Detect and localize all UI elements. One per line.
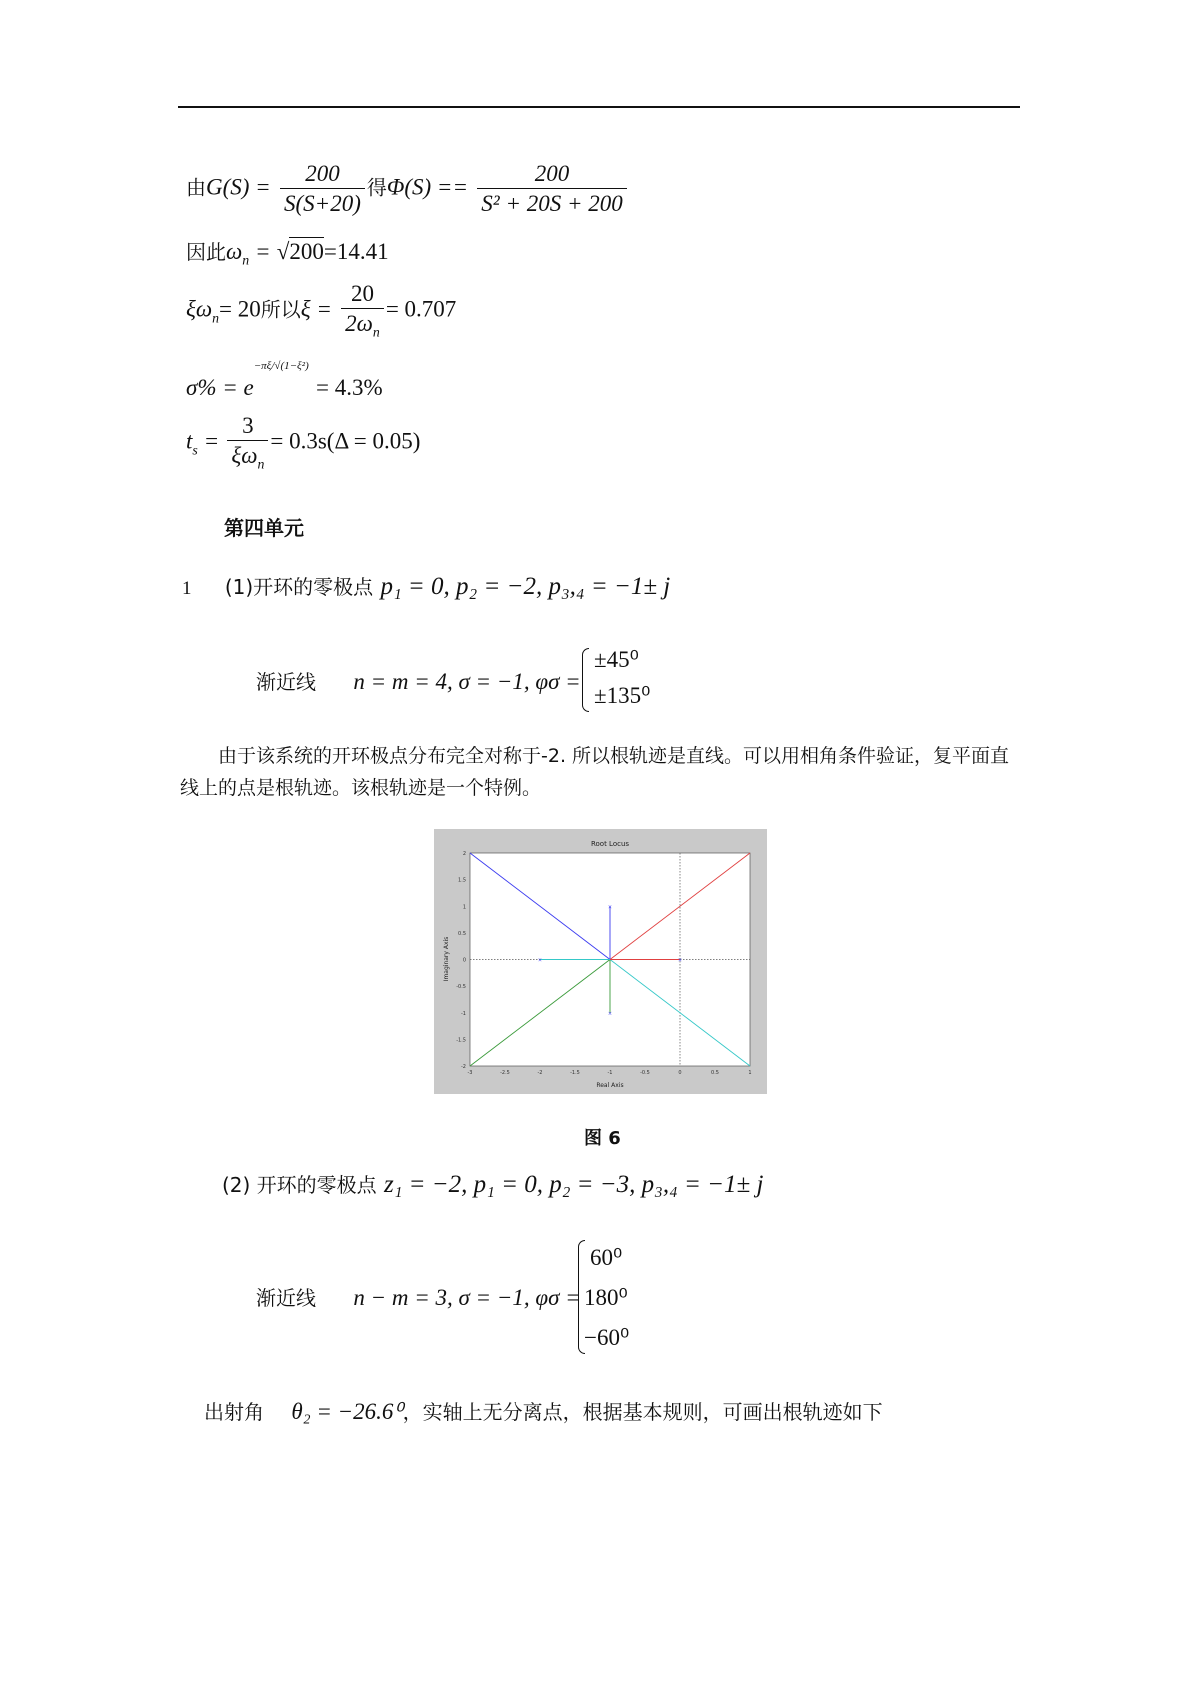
asymptote-1 (256, 670, 581, 694)
eq3-result: = 0.707 (385, 296, 457, 322)
eq4-lhs: σ% = e (186, 375, 254, 400)
x-axis-label: Real Axis (596, 1082, 624, 1089)
eq5-eq: = (205, 428, 219, 454)
asym2-label: 渐近线 (256, 1286, 316, 1310)
eq1-fraction2 (477, 162, 626, 215)
eq2-sub: n (242, 252, 250, 268)
eq1-denominator2: S² + 20S + 200 (477, 188, 626, 215)
asym1-top: ±45⁰ (594, 647, 639, 672)
y-tick-label: 1 (462, 904, 466, 911)
eq5-numerator: 3 (242, 413, 254, 438)
eq1-G: G(S) = (206, 174, 271, 200)
eq1-mid: 得 (366, 175, 387, 200)
x-tick-label: 1 (748, 1070, 752, 1076)
eq1-numerator: 200 (305, 161, 340, 186)
asym2-math: n − m = 3, σ = −1, φσ = (353, 1285, 581, 1310)
y-tick-label: -0.5 (456, 984, 466, 991)
paragraph: 由于该系统的开环极点分布完全对称于-2. 所以根轨迹是直线。可以用相角条件验证，复平面直线上的点是根轨迹。该根轨迹是一个特例。 (180, 745, 1010, 799)
x-tick-label: 0 (678, 1070, 682, 1076)
asym1-label: 渐近线 (256, 670, 316, 694)
eq4-exponent: −πξ/√(1−ξ²) (253, 360, 309, 372)
asymptote-2 (256, 1286, 581, 1310)
equation-natural-frequency: 因此$\omega_n = √200=14.41$ (186, 239, 389, 268)
eq3-cn: 所以 (260, 297, 301, 322)
x-tick-label: -0.5 (640, 1070, 650, 1076)
q2-math: z₁ = −2, p₁ = 0, p₂ = −3, p₃,₄ = −1± j (384, 1171, 764, 1198)
equation-transfer-function (186, 162, 629, 215)
section-title: 第四单元 (224, 516, 304, 540)
eq5-densub: n (257, 456, 265, 472)
eq2-result: =14.41 (323, 239, 389, 264)
x-tick-label: -3 (467, 1070, 473, 1076)
eq3-c: ξ = (300, 296, 332, 322)
x-tick-label: -2 (537, 1070, 543, 1076)
figure-caption: 图 6 (584, 1128, 621, 1149)
asym1-brace (582, 648, 589, 712)
eq1-denominator: S(S+20) (280, 188, 365, 215)
asym2-row3: −60⁰ (584, 1325, 630, 1350)
eq5-result: = 0.3s(Δ = 0.05) (270, 428, 421, 454)
eq1-prefix: 由 (186, 175, 206, 200)
y-tick-label: 0 (462, 957, 466, 964)
pole-marker: × (607, 1010, 613, 1017)
eq3-fraction (341, 282, 384, 339)
eq3-numerator: 20 (351, 281, 374, 306)
departure-text: ，实轴上无分离点，根据基本规则，可画出根轨迹如下 (402, 1400, 883, 1424)
eq3-densub: n (372, 324, 380, 340)
y-tick-label: -1.5 (456, 1037, 466, 1044)
pole-marker: × (537, 957, 543, 964)
departure-math: θ₂ = −26.6⁰ (291, 1399, 403, 1424)
eq3-a: ξω (186, 296, 213, 322)
eq3-sub: n (212, 310, 219, 326)
eq5-sub: s (192, 442, 198, 458)
departure-label: 出射角 (204, 1400, 264, 1424)
pole-marker: × (607, 904, 613, 911)
x-tick-label: 0.5 (711, 1070, 719, 1076)
chart-title: Root Locus (590, 840, 630, 848)
eq2-omega: ω (226, 239, 243, 264)
equation-damping (186, 282, 456, 339)
q2-text: (2) 开环的零极点 (222, 1173, 377, 1197)
eq1-phi: Φ(S) == (386, 174, 468, 200)
asym1-math: n = m = 4, σ = −1, φσ = (353, 669, 581, 694)
equation-settling-time (186, 414, 420, 471)
eq1-numerator2: 200 (534, 161, 570, 186)
q1-number: 1 (182, 578, 192, 599)
eq4-result: = 4.3% (316, 375, 383, 400)
eq5-denominator: ξω (231, 443, 258, 468)
y-tick-label: -1 (461, 1010, 466, 1017)
pole-marker: × (677, 957, 683, 964)
eq2-root: 200 (289, 239, 324, 264)
y-tick-label: 2 (462, 851, 466, 857)
departure-angle (204, 1400, 883, 1424)
eq2-prefix: 因此 (186, 240, 226, 264)
y-axis-label: Imaginary Axis (443, 936, 450, 982)
asym2-row1: 60⁰ (590, 1245, 623, 1270)
asym2-row2: 180⁰ (584, 1285, 628, 1310)
root-locus-chart (434, 829, 767, 1094)
x-tick-label: -1 (607, 1070, 613, 1076)
asym1-bottom: ±135⁰ (594, 683, 651, 708)
q1-math: p₁ = 0, p₂ = −2, p₃,₄ = −1± j (380, 573, 671, 600)
eq1-fraction (280, 162, 365, 215)
eq5-lhs: t (186, 428, 193, 454)
y-tick-label: -2 (461, 1064, 466, 1070)
eq2-eq: = (256, 239, 270, 264)
y-tick-label: 0.5 (458, 930, 466, 937)
eq3-denominator: 2ω (345, 311, 373, 336)
header-rule (178, 106, 1020, 108)
question-1 (182, 574, 670, 599)
eq3-b: = 20 (219, 296, 261, 322)
x-tick-label: -2.5 (500, 1070, 510, 1076)
question-2 (222, 1172, 763, 1197)
eq5-fraction (227, 414, 268, 471)
q1-text: (1)开环的零极点 (224, 575, 374, 599)
y-tick-label: 1.5 (458, 877, 466, 884)
x-tick-label: -1.5 (570, 1070, 580, 1076)
